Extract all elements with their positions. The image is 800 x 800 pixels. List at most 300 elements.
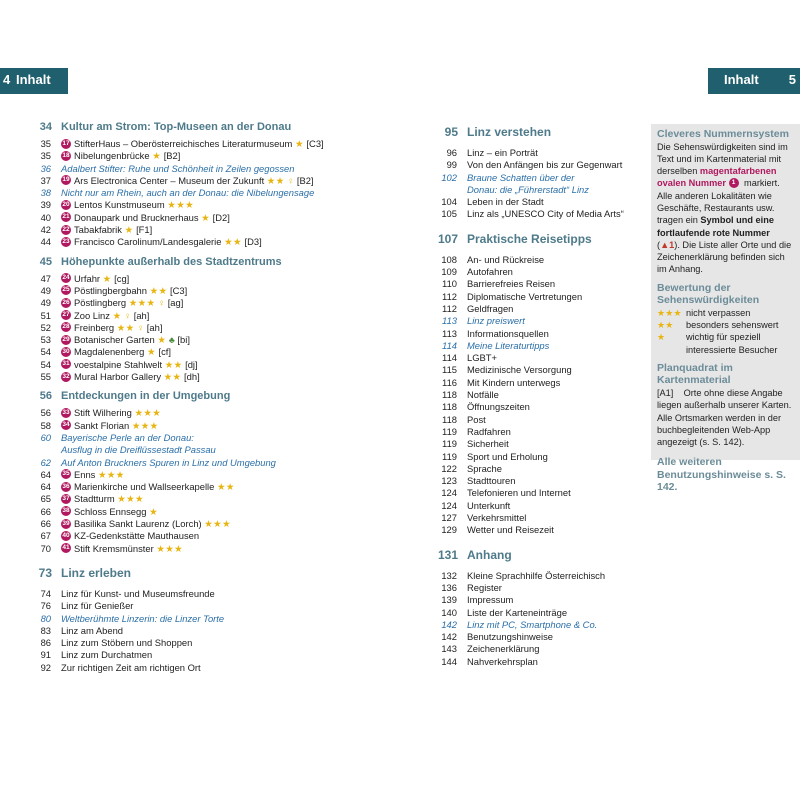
entry-title: Meine Literaturtipps <box>467 339 550 351</box>
info-sidebar <box>651 124 800 494</box>
entry-text <box>61 163 294 175</box>
entry-page-number: 119 <box>442 438 457 450</box>
entry-text <box>61 273 129 285</box>
section-heading <box>434 124 644 142</box>
entry-page-number: 129 <box>441 524 457 536</box>
rating-stars-icon: ★★ <box>216 481 235 493</box>
toc-entry[interactable] <box>434 631 644 643</box>
sight-number-badge: 21 <box>62 213 70 221</box>
entry-page-number: 40 <box>40 211 51 223</box>
entry-title: voestalpine Stahlwelt <box>74 358 163 370</box>
map-grid-reference: [C3] <box>167 284 188 296</box>
entry-title: Nahverkehrsplan <box>467 655 538 667</box>
entry-page-number: 66 <box>40 518 51 530</box>
entry-text <box>467 291 582 303</box>
entry-title: Weltberühmte Linzerin: die Linzer Torte <box>61 612 225 624</box>
section-title: Kultur am Strom: Top-Museen an der Donau <box>61 121 292 133</box>
entry-text <box>467 582 502 594</box>
entry-page-number: 86 <box>40 637 51 649</box>
toc-entry[interactable] <box>434 451 644 463</box>
entry-page-number: 70 <box>40 542 51 554</box>
toc-left-column <box>28 114 348 674</box>
entry-title: Mit Kindern unterwegs <box>467 376 561 388</box>
toc-entry[interactable] <box>28 199 348 211</box>
toc-middle-column <box>434 114 644 668</box>
entry-title: Sport und Erholung <box>467 450 548 462</box>
section-title: Linz erleben <box>61 565 132 580</box>
entry-title: Öffnungszeiten <box>467 401 530 413</box>
entry-text <box>61 359 198 371</box>
entry-text <box>61 212 230 224</box>
entry-page-number: 56 <box>40 407 51 419</box>
entry-page-number: 60 <box>40 431 51 443</box>
entry-text <box>61 506 158 518</box>
sight-number-badge: 17 <box>62 139 70 147</box>
toc-entry[interactable] <box>434 512 644 524</box>
sight-number-badge: 18 <box>62 151 70 159</box>
entry-page-number: 47 <box>40 272 51 284</box>
toc-entry[interactable] <box>28 236 348 248</box>
entry-text <box>61 625 123 637</box>
toc-entry[interactable] <box>434 426 644 438</box>
toc-feature-entry[interactable] <box>28 163 348 175</box>
rating-legend-row <box>657 344 794 356</box>
toc-feature-entry[interactable] <box>28 457 348 469</box>
toc-entry[interactable] <box>434 570 644 582</box>
entry-title: Stift Kremsmünster <box>74 542 154 554</box>
sight-number-badge: 29 <box>62 335 70 343</box>
entry-title: Leben in der Stadt <box>467 196 544 208</box>
magenta-number-badge: 1 <box>729 178 739 188</box>
toc-entry[interactable] <box>28 359 348 371</box>
rating-stars-icon: ★★ <box>116 321 135 333</box>
toc-entry[interactable] <box>434 254 644 266</box>
entry-page-number: 124 <box>441 499 457 511</box>
toc-entry[interactable] <box>28 518 348 530</box>
toc-entry[interactable] <box>434 377 644 389</box>
entry-text <box>467 570 605 582</box>
toc-entry[interactable] <box>28 138 348 150</box>
section-heading <box>28 120 348 135</box>
toc-entry[interactable] <box>28 506 348 518</box>
rating-stars-icon: ★★★ <box>204 518 231 530</box>
entry-page-number: 114 <box>442 352 457 364</box>
toc-entry[interactable] <box>434 500 644 512</box>
entry-page-number: 114 <box>442 339 457 351</box>
toc-feature-entry[interactable] <box>28 432 348 444</box>
entry-text <box>467 147 538 159</box>
sight-number-badge: 20 <box>62 201 70 208</box>
entry-page-number: 64 <box>40 468 51 480</box>
sight-number-badge: 33 <box>62 408 70 416</box>
toc-feature-entry[interactable] <box>434 184 644 196</box>
entry-title: Register <box>467 581 502 593</box>
rating-stars-icon: ★ <box>157 334 167 346</box>
entry-page-number: 53 <box>40 334 51 346</box>
entry-title: Von den Anfängen bis zur Gegenwart <box>467 159 623 171</box>
entry-title: Donau: die „Führerstadt“ Linz <box>467 183 589 195</box>
left-page-header <box>0 68 68 92</box>
entry-page-number: 55 <box>40 371 51 383</box>
toc-entry[interactable] <box>28 407 348 419</box>
toc-entry[interactable] <box>434 147 644 159</box>
toc-entry[interactable] <box>434 291 644 303</box>
toc-entry[interactable] <box>28 420 348 432</box>
entry-title: Barrierefreies Reisen <box>467 278 556 290</box>
entry-title: Radfahren <box>467 425 511 437</box>
entry-page-number: 66 <box>40 505 51 517</box>
toc-entry[interactable] <box>434 487 644 499</box>
entry-title: Braune Schatten über der <box>467 171 575 183</box>
rating-legend-text: besonders sehenswert <box>686 320 779 331</box>
section-heading <box>28 389 348 404</box>
entry-text <box>61 407 161 419</box>
toc-entry[interactable] <box>28 334 348 346</box>
entry-page-number: 49 <box>40 297 51 309</box>
toc-entry[interactable] <box>28 662 348 674</box>
entry-title: Telefonieren und Internet <box>467 487 571 499</box>
section-page-number: 73 <box>38 565 52 580</box>
red-symbol-icon: ▲1 <box>660 239 675 250</box>
entry-title: Verkehrsmittel <box>467 512 527 524</box>
entry-title: Schloss Ennsegg <box>74 505 147 517</box>
toc-feature-entry[interactable] <box>434 315 644 327</box>
map-grid-reference: [dh] <box>181 371 200 383</box>
entry-page-number: 35 <box>40 150 51 162</box>
map-grid-reference: [dj] <box>182 358 198 370</box>
entry-text <box>467 607 567 619</box>
right-page-number: 5 <box>788 72 796 87</box>
entry-text <box>467 208 624 220</box>
entry-page-number: 74 <box>40 587 51 599</box>
entry-text <box>61 432 194 444</box>
entry-title: Adalbert Stifter: Ruhe und Schönheit in Zeilen gegossen <box>61 162 295 174</box>
toc-entry[interactable] <box>434 401 644 413</box>
entry-text <box>467 619 597 631</box>
entry-text <box>467 500 510 512</box>
rating-legend-row <box>657 331 794 343</box>
toc-entry[interactable] <box>28 285 348 297</box>
entry-text <box>467 414 486 426</box>
rating-stars-icon: ★★★ <box>167 199 195 211</box>
toc-entry[interactable] <box>434 364 644 376</box>
entry-title: Wetter und Reisezeit <box>467 524 554 536</box>
toc-entry[interactable] <box>28 649 348 661</box>
sight-number-badge: 39 <box>62 519 70 527</box>
entry-title: Post <box>467 413 486 425</box>
toc-entry[interactable] <box>434 582 644 594</box>
toc-entry[interactable] <box>434 524 644 536</box>
toc-entry[interactable] <box>28 530 348 542</box>
toc-entry[interactable] <box>28 150 348 162</box>
toc-entry[interactable] <box>28 297 348 309</box>
entry-title: Lentos Kunstmuseum <box>74 199 165 211</box>
toc-entry[interactable] <box>28 469 348 481</box>
entry-page-number: 136 <box>441 581 457 593</box>
section-heading <box>28 255 348 270</box>
sight-number-badge: 26 <box>62 298 70 306</box>
toc-feature-entry[interactable] <box>28 444 348 456</box>
entry-page-number: 62 <box>40 456 51 468</box>
entry-page-number: 142 <box>441 618 457 630</box>
left-header-rule <box>0 92 68 94</box>
entry-page-number: 99 <box>446 159 457 171</box>
entry-title: An- und Rückreise <box>467 253 545 265</box>
map-grid-reference: [F1] <box>133 224 153 236</box>
toc-entry[interactable] <box>434 208 644 220</box>
entry-text <box>467 475 515 487</box>
toc-entry[interactable] <box>28 175 348 187</box>
entry-text <box>61 588 215 600</box>
entry-page-number: 144 <box>441 655 457 667</box>
entry-page-number: 118 <box>442 413 457 425</box>
sidebar-heading-numbering: Cleveres Nummernsystem <box>657 128 789 140</box>
entry-text <box>467 159 622 171</box>
entry-text <box>467 172 574 184</box>
entry-title: Linz für Kunst- und Museumsfreunde <box>61 587 215 599</box>
rating-stars-icon: ★★★ <box>128 297 156 309</box>
rating-stars-icon: ★★ <box>266 174 285 186</box>
entry-text <box>61 236 262 248</box>
entry-title: Linz zum Stöbern und Shoppen <box>61 637 193 649</box>
rating-stars-icon: ★ <box>152 150 162 162</box>
toc-feature-entry[interactable] <box>434 619 644 631</box>
entry-page-number: 109 <box>441 266 457 278</box>
entry-text <box>61 493 144 505</box>
rating-legend-row <box>657 307 794 319</box>
toc-entry[interactable] <box>434 389 644 401</box>
rating-stars-icon: ★★★ <box>657 307 682 318</box>
sight-number-badge: 27 <box>62 311 70 319</box>
sight-number-badge: 37 <box>62 494 70 502</box>
toc-entry[interactable] <box>434 656 644 668</box>
toc-entry[interactable] <box>28 224 348 236</box>
entry-page-number: 108 <box>441 253 457 265</box>
entry-text <box>467 303 513 315</box>
entry-text <box>61 600 133 612</box>
toc-entry[interactable] <box>28 637 348 649</box>
entry-page-number: 39 <box>40 199 51 211</box>
entry-title: Benutzungshinweise <box>467 631 553 643</box>
rating-stars-icon: ★ <box>112 309 122 321</box>
sidebar-grid-text: [A1] Orte ohne diese Angabe liegen außerhalb unserer Karten. Alle Ortsmarken werden in der buchbegleitenden Web-App angezeigt (s. S. 142). <box>657 387 792 448</box>
entry-page-number: 132 <box>441 569 457 581</box>
entry-text <box>467 254 544 266</box>
map-grid-reference: [cg] <box>111 272 130 284</box>
toc-entry[interactable] <box>434 643 644 655</box>
rating-stars-icon: ★ <box>124 224 134 236</box>
entry-text <box>467 426 511 438</box>
entry-page-number: 112 <box>442 290 457 302</box>
entry-page-number: 116 <box>442 376 457 388</box>
entry-page-number: 118 <box>442 389 457 401</box>
entry-text <box>467 196 544 208</box>
entry-page-number: 124 <box>441 487 457 499</box>
left-page-title: Inhalt <box>16 72 51 87</box>
toc-entry[interactable] <box>28 481 348 493</box>
rating-stars-icon: ★ <box>657 332 666 343</box>
toc-feature-entry[interactable] <box>28 613 348 625</box>
section-heading <box>434 547 644 565</box>
sight-number-badge: 31 <box>62 360 70 368</box>
rating-legend-text: interessierte Besucher <box>686 344 778 355</box>
toc-entry[interactable] <box>28 371 348 383</box>
toc-feature-entry[interactable] <box>434 340 644 352</box>
entry-text <box>61 637 192 649</box>
toc-entry[interactable] <box>28 310 348 322</box>
entry-text <box>61 662 201 674</box>
entry-page-number: 115 <box>442 364 457 376</box>
entry-title: KZ-Gedenkstätte Mauthausen <box>74 530 200 542</box>
entry-title: Linz preiswert <box>467 315 525 327</box>
sidebar-heading-more: Alle weiteren Benutzungshinweise s. S. 142. <box>657 456 786 494</box>
entry-title: Ars Electronica Center – Museum der Zukunft <box>74 174 265 186</box>
section-heading <box>28 565 348 583</box>
toc-feature-entry[interactable] <box>434 172 644 184</box>
entry-title: Linz – ein Porträt <box>467 147 538 158</box>
entry-text <box>467 594 513 606</box>
entry-text <box>61 322 162 334</box>
entry-page-number: 36 <box>40 162 51 174</box>
entry-text <box>467 451 548 463</box>
section-title: Höhepunkte außerhalb des Stadtzentrums <box>61 255 282 268</box>
toc-entry[interactable] <box>28 212 348 224</box>
entry-title: Mural Harbor Gallery <box>74 371 162 383</box>
rating-stars-icon: ★★★ <box>97 468 125 480</box>
section-title: Praktische Reisetipps <box>467 231 592 246</box>
toc-entry[interactable] <box>434 352 644 364</box>
map-grid-reference: [B2] <box>161 150 181 162</box>
toc-entry[interactable] <box>434 303 644 315</box>
entry-text <box>61 199 194 211</box>
entry-text <box>467 512 526 524</box>
sight-number-badge: 41 <box>62 544 70 552</box>
child-friendly-icon: ♀ <box>124 309 132 321</box>
toc-entry[interactable] <box>434 414 644 426</box>
entry-title: LGBT+ <box>467 352 497 364</box>
rating-stars-icon: ★ <box>146 346 156 358</box>
entry-text <box>61 649 152 661</box>
entry-text <box>61 310 149 322</box>
entry-title: Pöstlingbergbahn <box>74 284 147 296</box>
section-page-number: 34 <box>39 121 52 133</box>
toc-entry[interactable] <box>28 493 348 505</box>
toc-entry[interactable] <box>28 322 348 334</box>
sight-number-badge: 25 <box>62 286 70 294</box>
entry-page-number: 49 <box>40 284 51 296</box>
entry-text <box>61 613 224 625</box>
toc-entry[interactable] <box>28 543 348 555</box>
toc-entry[interactable] <box>434 278 644 290</box>
entry-page-number: 42 <box>40 224 51 236</box>
entry-text <box>467 438 509 450</box>
section-heading <box>434 231 644 249</box>
entry-page-number: 52 <box>40 321 51 333</box>
entry-title: Medizinische Versorgung <box>467 364 572 376</box>
entry-text <box>467 487 571 499</box>
sight-number-badge: 23 <box>62 237 70 245</box>
entry-text <box>467 340 549 352</box>
sight-number-badge: 36 <box>62 482 70 490</box>
rating-legend-text: wichtig für speziell <box>686 332 761 343</box>
entry-title: Stift Wilhering <box>74 407 132 419</box>
entry-title: Pöstlingberg <box>74 297 127 309</box>
toc-entry[interactable] <box>434 594 644 606</box>
section-page-number: 45 <box>39 255 52 268</box>
map-grid-reference: [D2] <box>210 211 230 223</box>
sight-number-badge: 19 <box>62 176 70 184</box>
sight-number-badge: 40 <box>62 531 70 539</box>
rating-stars-icon: ★ <box>294 138 304 149</box>
sidebar-heading-rating: Bewertung der Sehenswürdigkeiten <box>657 281 760 307</box>
entry-page-number: 65 <box>40 493 51 505</box>
map-grid-reference: [C3] <box>303 138 324 149</box>
toc-entry[interactable] <box>434 607 644 619</box>
rating-stars-icon: ★★ <box>164 358 183 370</box>
right-header-rule <box>708 92 800 94</box>
entry-page-number: 80 <box>40 612 51 624</box>
toc-entry[interactable] <box>28 600 348 612</box>
toc-entry[interactable] <box>434 266 644 278</box>
entry-page-number: 104 <box>441 196 457 208</box>
entry-text <box>467 377 560 389</box>
entry-page-number: 113 <box>442 327 457 339</box>
sight-number-badge: 35 <box>62 470 70 478</box>
entry-page-number: 54 <box>40 346 51 358</box>
entry-page-number: 64 <box>40 481 51 493</box>
toc-entry[interactable] <box>434 438 644 450</box>
entry-text <box>61 138 324 150</box>
entry-text <box>467 352 497 364</box>
toc-entry[interactable] <box>434 328 644 340</box>
section-page-number: 95 <box>444 125 458 139</box>
toc-entry[interactable] <box>28 273 348 285</box>
entry-page-number: 76 <box>40 600 51 612</box>
toc-entry[interactable] <box>28 346 348 358</box>
entry-text <box>467 315 525 327</box>
rating-legend-row <box>657 319 794 331</box>
entry-text <box>467 631 553 643</box>
entry-page-number: 112 <box>442 302 457 314</box>
rating-legend <box>657 307 794 356</box>
entry-text <box>61 175 314 187</box>
entry-title: Stadtturm <box>74 493 115 505</box>
entry-page-number: 119 <box>442 450 457 462</box>
entry-title: Linz für Genießer <box>61 600 134 612</box>
toc-entry[interactable] <box>434 463 644 475</box>
toc-entry[interactable] <box>434 475 644 487</box>
entry-title: StifterHaus – Oberösterreichisches Literaturmuseum <box>74 138 293 149</box>
toc-entry[interactable] <box>434 159 644 171</box>
entry-page-number: 139 <box>441 594 457 606</box>
sight-number-badge: 22 <box>62 225 70 233</box>
entry-page-number: 67 <box>40 530 51 542</box>
map-grid-reference: [ah] <box>144 321 163 333</box>
entry-text <box>61 543 183 555</box>
entry-page-number: 44 <box>40 236 51 248</box>
section-page-number: 107 <box>437 231 458 246</box>
entry-page-number: 118 <box>442 401 457 413</box>
entry-text <box>61 297 183 309</box>
toc-entry[interactable] <box>434 196 644 208</box>
toc-entry[interactable] <box>28 625 348 637</box>
entry-title: Zeichenerklärung <box>467 643 540 655</box>
toc-feature-entry[interactable] <box>28 187 348 199</box>
toc-entry[interactable] <box>28 588 348 600</box>
entry-text <box>467 389 499 401</box>
entry-page-number: 105 <box>441 208 457 220</box>
map-grid-reference: [bi] <box>174 334 190 346</box>
